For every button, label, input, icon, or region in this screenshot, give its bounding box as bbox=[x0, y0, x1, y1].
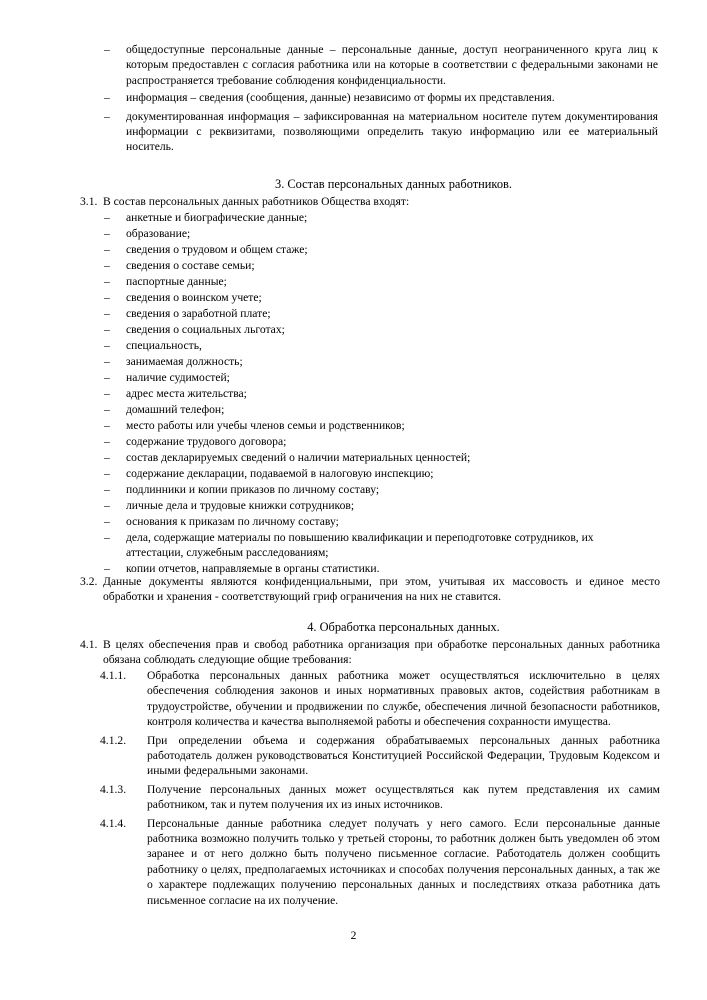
subparagraph-text: При определении объема и содержания обрабатываемых персональных данных работника работодатель должен руководствоваться Конституцией Российской Федерации, Трудовым Кодексом и иными федеральными законами. bbox=[147, 733, 660, 778]
paragraph-text: В целях обеспечения прав и свобод работника организация при обработке персональных данных работника обязана соблюдать следующие общие требования: bbox=[103, 638, 660, 667]
definitions-list bbox=[104, 42, 658, 155]
list-item bbox=[104, 530, 652, 561]
list-item bbox=[104, 514, 652, 529]
list-item bbox=[104, 90, 658, 105]
list-item bbox=[104, 338, 652, 353]
list-item bbox=[104, 418, 652, 433]
list-item bbox=[104, 450, 652, 465]
list-item bbox=[104, 482, 652, 497]
subparagraph-number: 4.1.1. bbox=[100, 669, 127, 682]
subparagraph bbox=[100, 816, 660, 908]
list-item bbox=[104, 402, 652, 417]
list-item-text: личные дела и трудовые книжки сотрудников; bbox=[126, 499, 355, 512]
list-item bbox=[104, 434, 652, 449]
list-item bbox=[104, 109, 658, 155]
list-item-text: сведения о воинском учете; bbox=[126, 291, 262, 304]
list-item-text: информация – сведения (сообщения, данные) независимо от формы их представления. bbox=[126, 91, 555, 105]
list-item-text: сведения о составе семьи; bbox=[126, 259, 255, 272]
list-item bbox=[104, 258, 652, 273]
list-item bbox=[104, 226, 652, 241]
subparagraph-number: 4.1.3. bbox=[100, 782, 127, 796]
list-item-text: наличие судимостей; bbox=[126, 371, 230, 384]
list-item-text: документированная информация – зафиксированная на материальном носителе путем документирования информации с реквизитами, позволяющими определить такую информацию или ее материальный носитель. bbox=[126, 109, 658, 154]
list-item-text: состав декларируемых сведений о наличии материальных ценностей; bbox=[126, 451, 471, 464]
list-item-text: основания к приказам по личному составу; bbox=[126, 515, 339, 528]
list-item bbox=[104, 370, 652, 385]
list-item-text: домашний телефон; bbox=[126, 403, 225, 416]
list-item bbox=[104, 42, 658, 88]
list-item-text: место работы или учебы членов семьи и родственников; bbox=[126, 419, 405, 432]
subparagraph-text: Получение персональных данных может осуществляться как путем представления их самим работником, так и путем получения их из иных источников. bbox=[147, 782, 660, 812]
list-item-text: специальность, bbox=[126, 339, 202, 352]
subparagraph bbox=[100, 668, 660, 730]
subparagraph-number: 4.1.2. bbox=[100, 733, 127, 747]
list-item-text: паспортные данные; bbox=[126, 275, 227, 288]
list-item bbox=[104, 210, 652, 225]
list-item-text: сведения о социальных льготах; bbox=[126, 323, 285, 336]
list-item bbox=[104, 290, 652, 305]
list-item-text: образование; bbox=[126, 227, 191, 240]
subparagraphs-4-1 bbox=[100, 668, 660, 911]
section-3-heading: 3. Состав персональных данных работников. bbox=[275, 177, 512, 191]
list-item bbox=[104, 274, 652, 289]
list-item-text: сведения о трудовом и общем стаже; bbox=[126, 243, 308, 256]
subparagraph bbox=[100, 782, 660, 813]
list-item-text: содержание декларации, подаваемой в налоговую инспекцию; bbox=[126, 467, 434, 480]
paragraph-3-2 bbox=[80, 574, 660, 605]
paragraph-number: 4.1. bbox=[80, 638, 98, 651]
list-item-text: занимаемая должность; bbox=[126, 355, 243, 368]
paragraph-number: 3.2. bbox=[80, 575, 98, 588]
list-item-text: анкетные и биографические данные; bbox=[126, 211, 308, 224]
paragraph-number: 3.1. bbox=[80, 195, 98, 208]
paragraph-4-1 bbox=[80, 637, 660, 668]
subparagraph-text: Обработка персональных данных работника может осуществляться исключительно в целях обеспечения соблюдения законов и иных нормативных правовых актов, содействия работникам в трудоустройстве, обучении и продвижении по службе, обеспечения личной безопасности работников, контроля количества и качества выполняемой работы и обеспечения сохранности имущества. bbox=[147, 669, 660, 729]
list-item-text: содержание трудового договора; bbox=[126, 435, 287, 448]
subparagraph bbox=[100, 733, 660, 779]
list-item bbox=[104, 242, 652, 257]
list-item bbox=[104, 306, 652, 321]
list-item-text: копии отчетов, направляемые в органы статистики. bbox=[126, 562, 380, 576]
list-item-text: дела, содержащие материалы по повышению квалификации и переподготовке сотрудников, их аттестации, служебным расследованиям; bbox=[126, 531, 594, 560]
list-item-text: адрес места жительства; bbox=[126, 387, 247, 400]
paragraph-text: В состав персональных данных работников Общества входят: bbox=[103, 195, 410, 208]
list-item bbox=[104, 386, 652, 401]
list-item-text: сведения о заработной плате; bbox=[126, 307, 271, 320]
personal-data-list bbox=[104, 210, 652, 577]
paragraph-3-1 bbox=[80, 194, 660, 209]
subparagraph-text: Персональные данные работника следует получать у него самого. Если персональные данные работника возможно получить только у третьей стороны, то работник должен быть уведомлен об этом заранее и от него должно быть получено письменное согласие. Работодатель должен сообщить работнику о целях, предполагаемых источниках и способах получения персональных данных, а так же о характере подлежащих получению персональных данных и последствиях отказа работника дать письменное согласие на их получение. bbox=[147, 816, 660, 907]
list-item bbox=[104, 498, 652, 513]
list-item-text: общедоступные персональные данные – персональные данные, доступ неограниченного круга лиц к которым предоставлен с согласия работника или на которые в соответствии с федеральными законами не распространяется требование соблюдения конфиденциальности. bbox=[126, 43, 658, 87]
list-item bbox=[104, 466, 652, 481]
page-number: 2 bbox=[350, 929, 357, 942]
subparagraph-number: 4.1.4. bbox=[100, 816, 127, 830]
paragraph-text: Данные документы являются конфиденциальными, при этом, учитывая их массовость и единое место обработки и хранения - соответствующий гриф ограничения на них не ставится. bbox=[103, 575, 660, 604]
list-item-text: подлинники и копии приказов по личному составу; bbox=[126, 483, 380, 496]
list-item bbox=[104, 322, 652, 337]
list-item bbox=[104, 354, 652, 369]
section-4-heading: 4. Обработка персональных данных. bbox=[307, 620, 500, 634]
